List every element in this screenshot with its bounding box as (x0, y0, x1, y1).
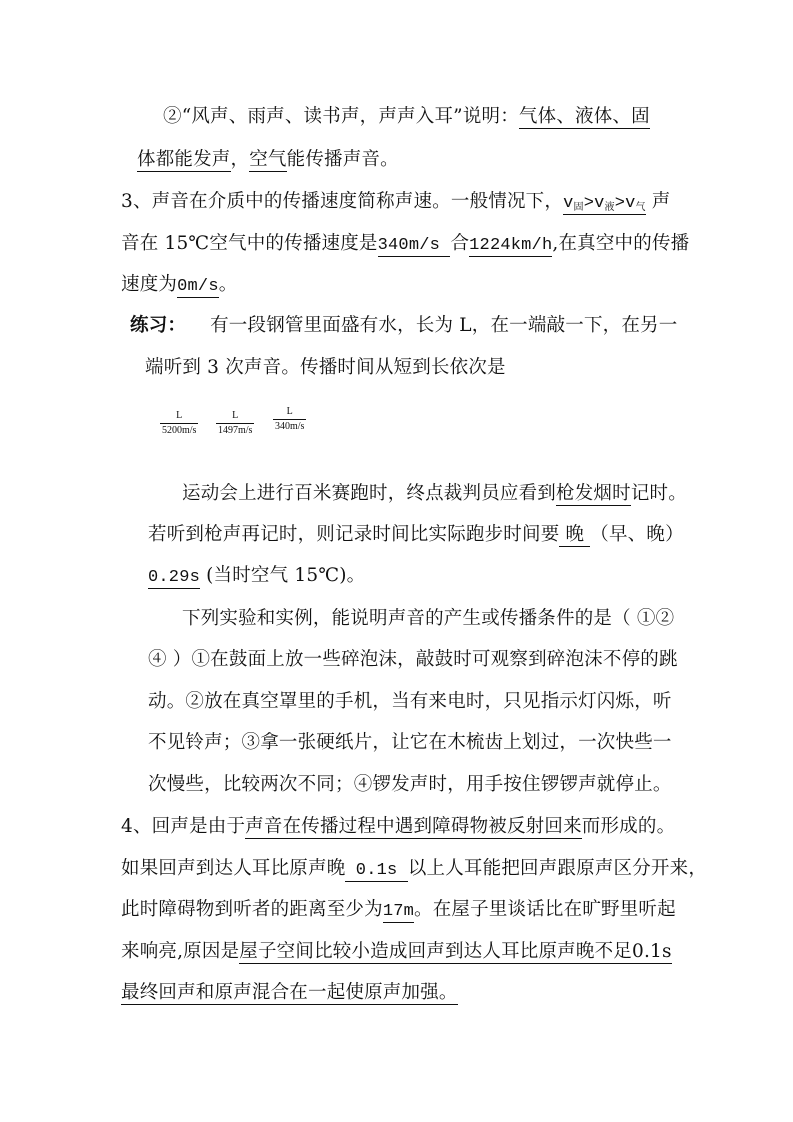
text-span: 4、回声是由于 (121, 816, 246, 837)
section-4-line-5 (121, 981, 458, 1005)
section-4-line-2 (121, 857, 707, 883)
answer-underline: 最终回声和原声混合在一起使原声加强。 (121, 982, 458, 1003)
experiment-line-2 (148, 648, 678, 672)
section-3-line-1 (121, 190, 671, 221)
fraction-2 (216, 410, 254, 437)
experiment-line-4 (148, 731, 672, 755)
text-span: ④ ）①在鼓面上放一些碎泡沫，敲鼓时可观察到碎泡沫不停的跳 (148, 649, 678, 670)
subscript: 气 (635, 203, 646, 214)
answer-underline: 17m (382, 902, 415, 921)
race-line-1 (182, 482, 687, 506)
answer-underline: 空气 (249, 149, 287, 170)
experiment-line-3 (148, 690, 672, 714)
answer-underline: 气体、液体、固 (518, 106, 650, 127)
text-span: ， (230, 149, 250, 170)
answer-underline: 体都能发声 (137, 149, 231, 170)
text-span: 此时障碍物到听者的距离至少为 (121, 899, 383, 920)
fraction-numerator: L (232, 410, 239, 421)
text-span: 如果回声到达人耳比原声晚 (121, 858, 346, 879)
section-4-line-4 (121, 940, 672, 964)
answer-underline: 声音在传播过程中遇到障碍物被反射回来 (245, 816, 582, 837)
answer-underline: 枪发烟时 (556, 483, 631, 504)
text-span: 次慢些，比较两次不同；④锣发声时，用手按住锣锣声就停止。 (148, 774, 672, 795)
text-span: （早、晚） (590, 524, 684, 545)
text-span: 。在屋子里谈话比在旷野里听起 (414, 899, 676, 920)
text-span: ,在真空中的传播 (552, 233, 690, 254)
text-span: 合 (450, 233, 470, 254)
exercise-label: 练习： (130, 315, 187, 336)
subscript: 固 (573, 203, 584, 214)
fraction-denominator: 1497m/s (218, 425, 253, 436)
fraction-numerator: L (176, 410, 183, 421)
text-span: 记时。 (630, 483, 687, 504)
fraction-bar (273, 419, 306, 420)
exercise-line-1 (130, 314, 677, 338)
text-span: 有一段钢管里面盛有水，长为 L，在一端敲一下，在另一 (210, 315, 678, 336)
paragraph-line (137, 148, 399, 172)
text-span: 端听到 3 次声音。传播时间从短到长依次是 (145, 357, 506, 378)
answer-underline: 屋子空间比较小造成回声到达人耳比原声晚不足0.1s (239, 941, 672, 962)
fraction-numerator: L (286, 406, 293, 417)
text-span: 。 (218, 274, 238, 295)
text-span: 速度为 (121, 274, 178, 295)
speed-order-answer (563, 194, 646, 215)
text-span: ②“风声、雨声、读书声，声声入耳”说明： (163, 106, 519, 127)
race-line-3 (148, 564, 365, 590)
fraction-bar (160, 423, 198, 424)
answer-underline: 0m/s (177, 277, 219, 296)
fraction-denominator: 5200m/s (162, 425, 197, 436)
answer-underline: 晚 (559, 524, 591, 545)
text-span: 而形成的。 (581, 816, 676, 837)
text-span: 以上人耳能把回声跟原声区分开来， (407, 858, 708, 879)
text-span: 动。②放在真空罩里的手机，当有来电时，只见指示灯闪烁，听 (148, 691, 672, 712)
section-4-line-1 (121, 815, 675, 839)
text-span: 声 (645, 191, 671, 212)
text-span: 3、声音在介质中的传播速度简称声速。一般情况下， (121, 191, 564, 212)
subscript: 液 (604, 203, 615, 214)
fraction-3 (273, 406, 306, 433)
answer-underline: 0.1s (345, 861, 408, 880)
text-span: 下列实验和实例，能说明声音的产生或传播条件的是（ ①② (182, 608, 675, 629)
text-span: >v (614, 194, 636, 213)
text-span: 能传播声音。 (286, 149, 399, 170)
answer-underline: 0.29s (148, 568, 201, 587)
experiment-line-5 (148, 773, 672, 797)
race-line-2 (148, 523, 684, 547)
answer-underline: 340m/s (377, 236, 451, 255)
fraction-denominator: 340m/s (275, 421, 305, 432)
paragraph-line (163, 105, 650, 129)
text-span: 不见铃声；③拿一张硬纸片，让它在木梳齿上划过，一次快些一 (148, 732, 672, 753)
section-3-line-3 (121, 273, 237, 299)
answer-underline: 1224km/h (469, 236, 553, 255)
fraction-bar (216, 423, 254, 424)
text-span: 若听到枪声再记时，则记录时间比实际跑步时间要 (148, 524, 560, 545)
text-span: 来响亮,原因是 (121, 941, 240, 962)
fraction-1 (160, 410, 198, 437)
text-span: >v (583, 194, 605, 213)
text-span: 音在 15℃空气中的传播速度是 (121, 233, 378, 254)
section-3-line-2 (121, 232, 689, 258)
exercise-line-2 (145, 356, 506, 380)
section-4-line-3 (121, 898, 676, 924)
text-span: v (563, 194, 574, 213)
experiment-line-1 (182, 607, 674, 631)
text-span: 运动会上进行百米赛跑时，终点裁判员应看到 (182, 483, 557, 504)
text-span: (当时空气 15℃)。 (200, 565, 366, 586)
